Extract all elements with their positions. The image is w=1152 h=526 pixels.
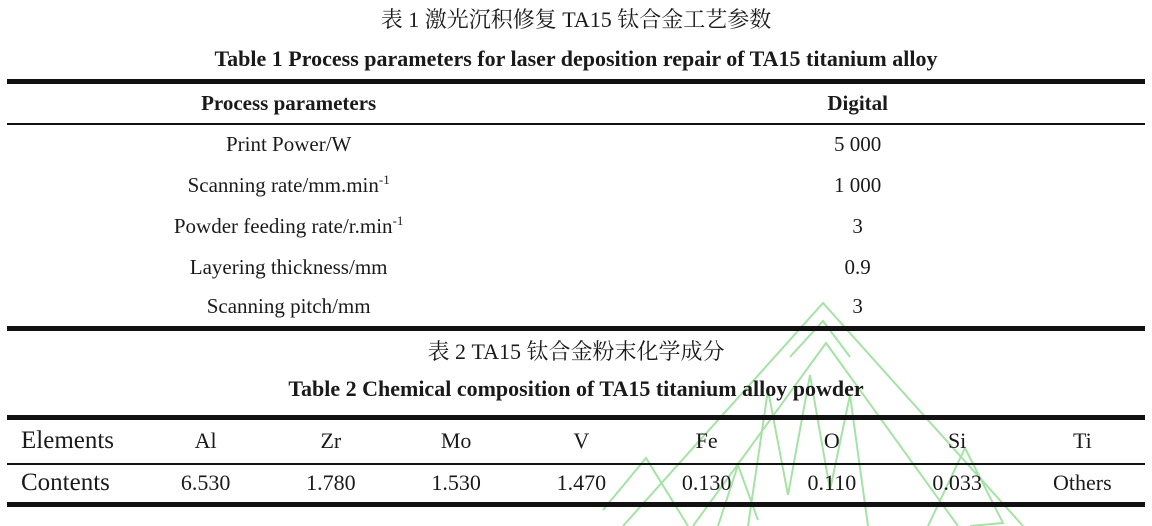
table-row [7, 165, 1145, 206]
element-cell: Mo [440, 428, 472, 454]
value-cell: 5 000 [834, 132, 882, 156]
element-cell: V [573, 428, 590, 454]
table1-header-row [7, 82, 1145, 124]
table2-chemical-composition [7, 415, 1145, 507]
content-cell: Others [1053, 470, 1112, 496]
content-cell: 1.470 [556, 470, 607, 496]
table-row [7, 288, 1145, 329]
table1-caption-zh: 表 1 激光沉积修复 TA15 钛合金工艺参数 [380, 7, 772, 32]
element-cell: Al [194, 428, 217, 454]
unit-superscript: -1 [378, 171, 390, 187]
param-cell: Layering thickness/mm [189, 254, 388, 279]
content-cell: 0.110 [807, 470, 857, 496]
param-cell: Scanning rate/$mm.\min^{-1}$ [187, 171, 390, 197]
param-cell: Powder feeding rate/$r.\min^{-1}$ [173, 212, 404, 238]
value-cell: 0.9 [844, 254, 871, 279]
element-cell: Si [947, 428, 967, 454]
table2-caption-zh: 表 2 TA15 钛合金粉末化学成分 [427, 339, 725, 364]
content-cell: 1.780 [306, 470, 356, 496]
table2-caption-en: Table 2 Chemical composition of TA15 titanium alloy powder [288, 376, 864, 401]
table1-process-parameters [7, 79, 1145, 331]
content-cell: 0.130 [681, 470, 732, 496]
unit-superscript: -1 [392, 212, 404, 228]
table2-contents-row [7, 464, 1145, 505]
element-cell: Zr [320, 428, 342, 454]
table-row [7, 247, 1145, 288]
table-row [7, 206, 1145, 247]
value-cell: 3 [852, 213, 863, 238]
content-cell: 0.033 [932, 470, 982, 496]
param-cell: Print Power/W [225, 132, 352, 156]
row-label: Contents [21, 469, 110, 497]
row-label: Elements [21, 427, 115, 455]
table1-header-param: Process parameters [201, 90, 377, 115]
value-cell: 1 000 [834, 172, 882, 197]
element-cell: Fe [695, 428, 718, 454]
table2-elements-row [7, 418, 1145, 464]
table1-caption-en: Table 1 Process parameters for laser deposition repair of TA15 titanium alloy [214, 46, 938, 71]
table-row [7, 124, 1145, 165]
value-cell: 3 [852, 294, 863, 319]
content-cell: 1.530 [431, 470, 481, 496]
param-cell: Scanning pitch/mm [206, 294, 371, 319]
content-cell: 6.530 [180, 470, 231, 496]
element-cell: Ti [1072, 428, 1092, 454]
element-cell: O [823, 428, 840, 454]
table1-header-value: Digital [827, 90, 888, 115]
